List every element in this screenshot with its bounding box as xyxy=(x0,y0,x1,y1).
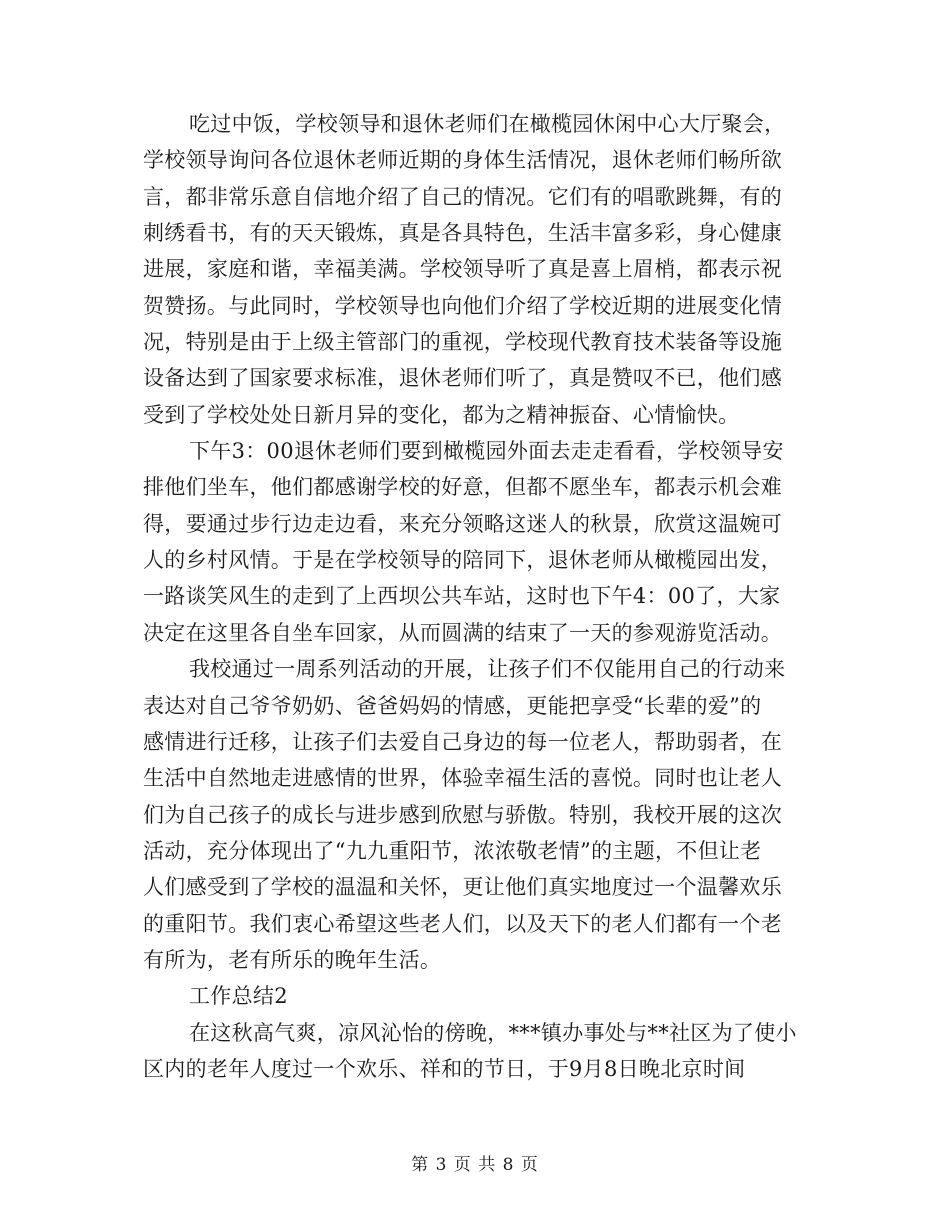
paragraph-1-line-9: 受到了学校处处日新月异的变化，都为之精神振奋、心情愉快。 xyxy=(143,402,740,427)
section-heading: 工作总结2 xyxy=(189,984,288,1009)
paragraph-3-line-8: 的重阳节。我们衷心希望这些老人们，以及天下的老人们都有一个老 xyxy=(143,911,782,936)
paragraph-3-line-7: 人们感受到了学校的温温和关怀，更让他们真实地度过一个温馨欢乐 xyxy=(143,875,782,900)
paragraph-1-line-3: 言，都非常乐意自信地介绍了自己的情况。它们有的唱歌跳舞，有的 xyxy=(143,184,782,209)
paragraph-3-line-4: 生活中自然地走进感情的世界，体验幸福生活的喜悦。同时也让老人 xyxy=(143,766,782,791)
paragraph-1-line-7: 况，特别是由于上级主管部门的重视，学校现代教育技术装备等设施 xyxy=(143,330,782,355)
document-body xyxy=(143,106,803,1087)
paragraph-1-line-2: 学校领导询问各位退休老师近期的身体生活情况，退休老师们畅所欲 xyxy=(143,148,782,173)
paragraph-2-line-3: 得，要通过步行边走边看，来充分领略这迷人的秋景，欣赏这温婉可 xyxy=(143,511,782,536)
paragraph-3-line-5: 们为自己孩子的成长与进步感到欣慰与骄傲。特别，我校开展的这次 xyxy=(143,802,782,827)
page-number-footer: 第 3 页 共 8 页 xyxy=(411,1155,539,1175)
paragraph-1-line-8: 设备达到了国家要求标准，退休老师们听了，真是赞叹不已，他们感 xyxy=(143,366,782,391)
paragraph-1-line-5: 进展，家庭和谐，幸福美满。学校领导听了真是喜上眉梢，都表示祝 xyxy=(143,257,782,282)
paragraph-3-line-3: 感情进行迁移，让孩子们去爱自己身边的每一位老人，帮助弱者，在 xyxy=(143,729,782,754)
paragraph-3-line-2: 表达对自己爷爷奶奶、爸爸妈妈的情感，更能把享受“长辈的爱”的 xyxy=(143,693,762,718)
paragraph-1-line-6: 贺赞扬。与此同时，学校领导也向他们介绍了学校近期的进展变化情 xyxy=(143,293,782,318)
paragraph-1-line-1: 吃过中饭，学校领导和退休老师们在橄榄园休闲中心大厅聚会， xyxy=(189,112,786,136)
paragraph-2-line-4: 人的乡村风情。于是在学校领导的陪同下，退休老师从橄榄园出发， xyxy=(143,548,782,573)
paragraph-2-line-5: 一路谈笑风生的走到了上西坝公共车站，这时也下午4：00了，大家 xyxy=(143,584,781,609)
paragraph-3-line-9: 有所为，老有所乐的晚年生活。 xyxy=(143,947,442,972)
paragraph-1-line-4: 刺绣看书，有的天天锻炼，真是各具特色，生活丰富多彩，身心健康 xyxy=(143,221,782,246)
paragraph-3-line-6: 活动，充分体现出了“九九重阳节，浓浓敬老情”的主题，不但让老 xyxy=(143,838,762,863)
paragraph-3-line-1: 我校通过一周系列活动的开展，让孩子们不仅能用自己的行动来 xyxy=(189,657,786,682)
paragraph-4-line-2: 区内的老年人度过一个欢乐、祥和的节日，于9月8日晚北京时间 xyxy=(143,1056,746,1081)
paragraph-2-line-2: 排他们坐车，他们都感谢学校的好意，但都不愿坐车，都表示机会难 xyxy=(143,475,782,500)
paragraph-4-line-1: 在这秋高气爽，凉风沁怡的傍晚，***镇办事处与**社区为了使小 xyxy=(189,1020,797,1045)
paragraph-2-line-1: 下午3：00退休老师们要到橄榄园外面去走走看看，学校领导安 xyxy=(189,439,784,464)
paragraph-2-line-6: 决定在这里各自坐车回家，从而圆满的结束了一天的参观游览活动。 xyxy=(143,620,782,645)
